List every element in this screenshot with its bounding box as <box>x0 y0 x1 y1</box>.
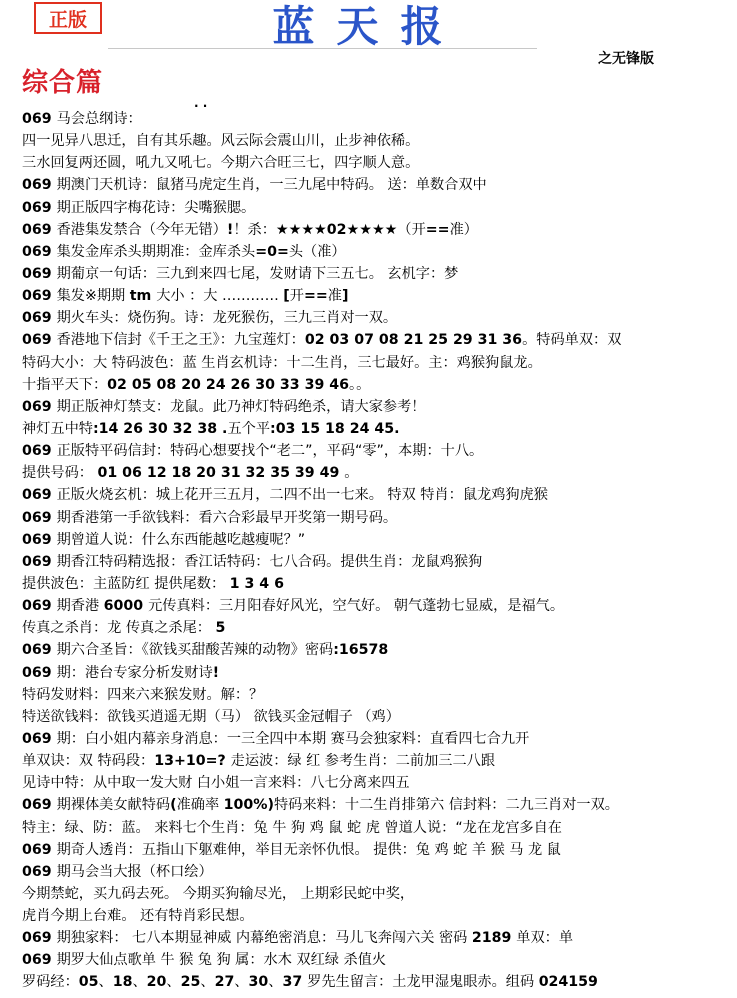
text-line: 069 期香港 6000 元传真料：三月阳春好风光，空气好。 朝气蓬勃七显威，是福气。 <box>22 598 565 615</box>
text-line: 069 集发※期期 tm 大小 ：大 ………… [开==准] <box>22 288 349 305</box>
text-line: 069 期葡京一句话：三九到来四七尾，发财请下三五七。 玄机字：梦 <box>22 265 459 282</box>
text-line: 单双诀：双 特码段：13+10=? 走运波：绿 红 参考生肖：二前加三二八跟 <box>22 753 496 770</box>
text-line: 069 香港地下信封《千王之王》：九宝莲灯：02 03 07 08 21 25 29 31 36。特码单双：双 <box>22 332 622 349</box>
text-line: 069 期奇人透肖：五指山下躯难伸，举目无亲怀仇恨。 提供：兔 鸡 蛇 羊 猴 马 龙 鼠 <box>22 841 561 858</box>
text-line: 特码大小：大 特码波色：蓝 生肖玄机诗：十二生肖，三七最好。主：鸡猴狗鼠龙。 <box>22 354 542 371</box>
article-body <box>22 108 734 994</box>
text-line: 神灯五中特:14 26 30 32 38 .五个平:03 15 18 24 45. <box>22 420 400 437</box>
text-line: 069 正版火烧玄机：城上花开三五月，二四不出一七来。 特双 特肖：鼠龙鸡狗虎猴 <box>22 487 548 504</box>
text-line: 四一见异八思迁，自有其乐趣。风云际会震山川，止步神依稀。 <box>22 133 420 150</box>
text-line: 069 马会总纲诗： <box>22 111 142 127</box>
genuine-badge: 正版 <box>34 2 102 34</box>
text-line: 069 香港集发禁合（今年无错）!！杀：★★★★02★★★★（开==准） <box>22 221 478 238</box>
text-line: 069 期火车头：烧伤狗。诗：龙死猴伤，三九三肖对一双。 <box>22 310 398 327</box>
text-line: 069 期六合圣旨：《欲钱买甜酸苦辣的动物》密码:16578 <box>22 642 389 659</box>
text-line: 069 期香港第一手欲钱料：看六合彩最早开奖第一期号码。 <box>22 509 398 526</box>
newspaper-title: 蓝天报 <box>272 2 465 51</box>
text-line: 虎肖今期上台难。 还有特肖彩民想。 <box>22 908 254 925</box>
text-line: 见诗中特：从中取一发大财 白小姐一言来料：八七分离来四五 <box>22 775 410 792</box>
text-line: 069 正版特平码信封：特码心想要找个“老二”，平码“零”，本期：十八。 <box>22 443 484 460</box>
text-line: 特码发财料：四来六来猴发财。解：？ <box>22 686 264 703</box>
text-line: 三水回复两还圆，吼九又吼七。今期六合旺三七，四字顺人意。 <box>22 155 420 172</box>
decorative-dots: . . <box>194 96 208 110</box>
text-line: 069 期：白小姐内幕亲身消息：一三全四中本期 赛马会独家料：直看四七合九开 <box>22 730 530 747</box>
text-line: 十指平天下：02 05 08 20 24 26 30 33 39 46。。 <box>22 376 371 393</box>
section-heading: 综合篇 <box>22 68 104 98</box>
text-line: 069 期澳门天机诗：鼠猪马虎定生肖，一三九尾中特码。 送：单数合双中 <box>22 177 487 194</box>
text-line: 今期禁蛇，买九码去死。 今期买狗输尽光， 上期彩民蛇中奖， <box>22 885 415 902</box>
text-line: 069 期正版四字梅花诗：尖嘴猴腮。 <box>22 199 256 216</box>
text-line: 069 集发金库杀头期期准：金库杀头=0=头（准） <box>22 243 346 260</box>
text-line: 提供波色：主蓝防红 提供尾数： 1 3 4 6 <box>22 575 284 592</box>
text-line: 特主：绿、防：蓝。 来料七个生肖：兔 牛 狗 鸡 鼠 蛇 虎 曾道人说：“龙在龙宫多自在 <box>22 819 562 836</box>
title-divider <box>108 48 537 49</box>
text-line: 069 期：港台专家分析发财诗! <box>22 664 220 681</box>
text-line: 069 期曾道人说：什么东西能越吃越瘦呢？” <box>22 531 306 548</box>
text-line: 提供号码： 01 06 12 18 20 31 32 35 39 49 。 <box>22 465 359 482</box>
text-line: 069 期正版神灯禁支：龙鼠。此乃神灯特码绝杀，请大家参考！ <box>22 398 426 415</box>
text-line: 传真之杀肖：龙 传真之杀尾： 5 <box>22 620 226 637</box>
text-line: 069 期独家料： 七八本期显神威 内幕绝密消息：马儿飞奔闯六关 密码 2189 单双：单 <box>22 930 574 947</box>
text-line: 特送欲钱料：欲钱买逍遥无期（马） 欲钱买金冠帽子 （鸡） <box>22 708 400 725</box>
text-line: 069 期罗大仙点歌单 牛 猴 兔 狗 属：水木 双红绿 杀值火 <box>22 952 387 969</box>
edition-label: 之无锋版 <box>598 51 654 67</box>
text-line: 069 期马会当大报（杯口绘） <box>22 863 213 880</box>
text-line: 069 期裸体美女献特码(准确率 100%)特码来料：十二生肖排第六 信封料：二九三肖对一双。 <box>22 797 619 814</box>
text-line: 069 期香江特码精选报：香江话特码：七八合码。提供生肖：龙鼠鸡猴狗 <box>22 553 483 570</box>
text-line: 罗码经：05、18、20、25、27、30、37 罗先生留言：土龙甲湿鬼眼赤。组码 024159 <box>22 974 598 991</box>
